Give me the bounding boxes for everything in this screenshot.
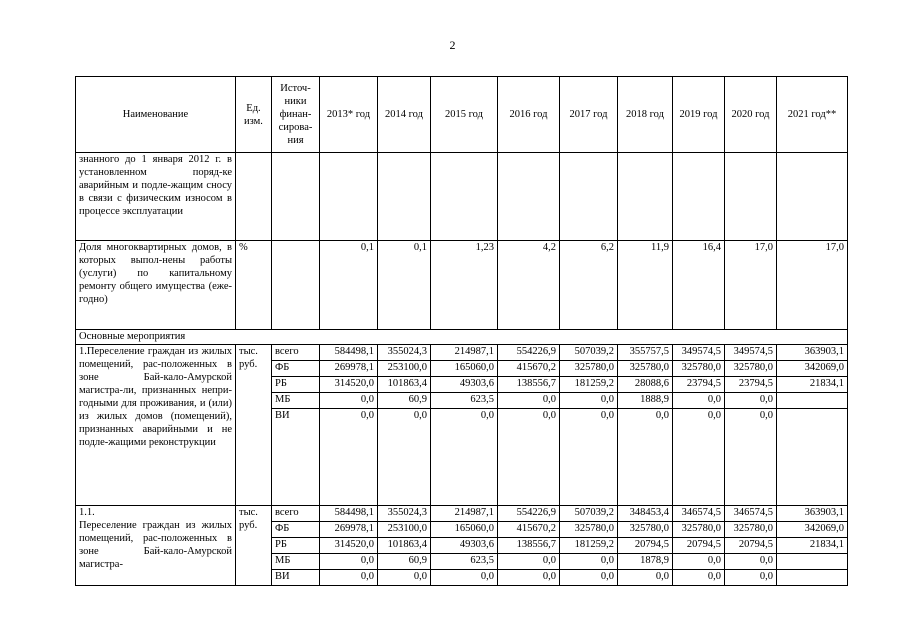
cell-value: 623,5 — [431, 554, 498, 570]
cell-value: 23794,5 — [673, 377, 725, 393]
block2-number: 1.1. — [79, 507, 95, 518]
program-table — [75, 76, 848, 586]
cell-value: 0,0 — [498, 409, 560, 506]
cell-value: 17,0 — [725, 241, 777, 330]
cell-value: 6,2 — [560, 241, 618, 330]
cell-value: 623,5 — [431, 393, 498, 409]
source-label: ФБ — [272, 361, 320, 377]
cell-value: 181259,2 — [560, 538, 618, 554]
cell-value: 11,9 — [618, 241, 673, 330]
cell-value: 363903,1 — [777, 506, 848, 522]
block2-unit: тыс. руб. — [236, 506, 272, 586]
cell-value: 325780,0 — [560, 361, 618, 377]
cell-value: 0,0 — [560, 570, 618, 586]
cell-value: 21834,1 — [777, 377, 848, 393]
cell-value: 214987,1 — [431, 506, 498, 522]
header-name: Наименование — [76, 77, 236, 153]
cell-value: 0,0 — [725, 393, 777, 409]
cell-value: 0,0 — [498, 554, 560, 570]
cell-value: 1878,9 — [618, 554, 673, 570]
header-year: 2018 год — [618, 77, 673, 153]
row-name-continued: знанного до 1 января 2012 г. в установленном поряд-ке аварийным и подле-жащим сносу в связи с физическим износом в процессе эксплуатации — [76, 153, 236, 241]
cell-value: 20794,5 — [618, 538, 673, 554]
cell-value: 584498,1 — [320, 506, 378, 522]
header-year: 2020 год — [725, 77, 777, 153]
table-row — [76, 345, 848, 361]
header-source: Источ-ники финан-сирова-ния — [272, 77, 320, 153]
cell-value: 507039,2 — [560, 506, 618, 522]
header-year: 2014 год — [378, 77, 431, 153]
cell-value: 0,0 — [498, 570, 560, 586]
cell-value: 346574,5 — [725, 506, 777, 522]
cell-value: 0,0 — [560, 393, 618, 409]
cell-value: 507039,2 — [560, 345, 618, 361]
cell-value: 0,0 — [320, 570, 378, 586]
cell-value: 0,0 — [498, 393, 560, 409]
cell-value: 138556,7 — [498, 377, 560, 393]
cell-value: 0,0 — [378, 570, 431, 586]
cell-value: 0,0 — [431, 409, 498, 506]
table-row — [76, 153, 848, 241]
cell-value: 60,9 — [378, 393, 431, 409]
cell-value: 23794,5 — [725, 377, 777, 393]
header-row — [76, 77, 848, 153]
source-label: РБ — [272, 538, 320, 554]
block1-name: 1.Переселение граждан из жилых помещений, рас-положенных в зоне Бай-кало-Амурской магистра-ли, признанных непри-годными для проживания, и (или) из жилых домов (помещений), признанных аварийными и не подле-жащими реконструкции — [76, 345, 236, 506]
cell-value: 49303,6 — [431, 377, 498, 393]
cell-value: 349574,5 — [673, 345, 725, 361]
cell-value: 325780,0 — [725, 361, 777, 377]
cell-value: 101863,4 — [378, 377, 431, 393]
cell-value: 0,0 — [673, 570, 725, 586]
source-label: МБ — [272, 393, 320, 409]
header-year: 2019 год — [673, 77, 725, 153]
source-label: ВИ — [272, 409, 320, 506]
cell-value: 16,4 — [673, 241, 725, 330]
cell-value: 349574,5 — [725, 345, 777, 361]
header-year: 2016 год — [498, 77, 560, 153]
cell-value: 165060,0 — [431, 522, 498, 538]
source-label: РБ — [272, 377, 320, 393]
cell-value: 0,1 — [378, 241, 431, 330]
cell-value: 269978,1 — [320, 522, 378, 538]
cell-value: 0,0 — [560, 409, 618, 506]
cell-value: 348453,4 — [618, 506, 673, 522]
cell-value: 355024,3 — [378, 345, 431, 361]
page-number: 2 — [449, 38, 456, 52]
cell-value: 415670,2 — [498, 522, 560, 538]
cell-value: 0,0 — [673, 409, 725, 506]
cell-value: 60,9 — [378, 554, 431, 570]
cell-value: 325780,0 — [560, 522, 618, 538]
table-row — [76, 506, 848, 522]
header-year: 2015 год — [431, 77, 498, 153]
cell-value: 0,0 — [320, 554, 378, 570]
cell-value: 325780,0 — [725, 522, 777, 538]
cell-value: 0,0 — [725, 570, 777, 586]
cell-value: 0,0 — [725, 409, 777, 506]
cell-value: 355757,5 — [618, 345, 673, 361]
cell-value: 0,0 — [618, 570, 673, 586]
cell-value: 1,23 — [431, 241, 498, 330]
cell-value — [777, 570, 848, 586]
cell-value: 584498,1 — [320, 345, 378, 361]
cell-value: 28088,6 — [618, 377, 673, 393]
row-name-share: Доля многоквартирных домов, в которых выпол-нены работы (услуги) по капитальному ремонту общего имущества (еже-годно) — [76, 241, 236, 330]
cell-value: 0,0 — [673, 393, 725, 409]
cell-value: 325780,0 — [673, 361, 725, 377]
cell-value: 0,0 — [560, 554, 618, 570]
cell-value: 138556,7 — [498, 538, 560, 554]
cell-value: 49303,6 — [431, 538, 498, 554]
header-year: 2013* год — [320, 77, 378, 153]
cell-value: 554226,9 — [498, 506, 560, 522]
cell-value: 0,0 — [673, 554, 725, 570]
cell-value: 415670,2 — [498, 361, 560, 377]
table-row — [76, 241, 848, 330]
row-unit: % — [236, 241, 272, 330]
cell-value: 20794,5 — [673, 538, 725, 554]
cell-value: 342069,0 — [777, 522, 848, 538]
cell-value: 325780,0 — [673, 522, 725, 538]
cell-value: 1888,9 — [618, 393, 673, 409]
header-year: 2017 год — [560, 77, 618, 153]
cell-value: 253100,0 — [378, 522, 431, 538]
cell-value — [777, 554, 848, 570]
cell-value: 325780,0 — [618, 361, 673, 377]
cell-value: 181259,2 — [560, 377, 618, 393]
cell-value: 0,0 — [378, 409, 431, 506]
cell-value: 325780,0 — [618, 522, 673, 538]
block2-title: Переселение граждан из жилых помещений, рас-положенных в зоне Бай-кало-Амурской магистра- — [79, 520, 232, 570]
cell-value: 342069,0 — [777, 361, 848, 377]
cell-value — [777, 393, 848, 409]
cell-value: 214987,1 — [431, 345, 498, 361]
cell-value: 269978,1 — [320, 361, 378, 377]
source-label: МБ — [272, 554, 320, 570]
cell-value: 20794,5 — [725, 538, 777, 554]
cell-value: 4,2 — [498, 241, 560, 330]
source-label: всего — [272, 345, 320, 361]
cell-value: 0,0 — [431, 570, 498, 586]
cell-value: 346574,5 — [673, 506, 725, 522]
cell-value: 554226,9 — [498, 345, 560, 361]
source-label: ФБ — [272, 522, 320, 538]
cell-value: 101863,4 — [378, 538, 431, 554]
cell-value: 165060,0 — [431, 361, 498, 377]
cell-value: 21834,1 — [777, 538, 848, 554]
cell-value: 0,0 — [320, 409, 378, 506]
block1-unit: тыс. руб. — [236, 345, 272, 506]
section-title: Основные мероприятия — [76, 330, 848, 345]
cell-value: 253100,0 — [378, 361, 431, 377]
cell-value: 314520,0 — [320, 538, 378, 554]
header-unit: Ед. изм. — [236, 77, 272, 153]
cell-value: 0,0 — [725, 554, 777, 570]
source-label: ВИ — [272, 570, 320, 586]
cell-value: 0,0 — [320, 393, 378, 409]
cell-value: 17,0 — [777, 241, 848, 330]
cell-value — [777, 409, 848, 506]
cell-value: 314520,0 — [320, 377, 378, 393]
cell-value: 0,0 — [618, 409, 673, 506]
source-label: всего — [272, 506, 320, 522]
cell-value: 355024,3 — [378, 506, 431, 522]
cell-value: 0,1 — [320, 241, 378, 330]
header-year: 2021 год** — [777, 77, 848, 153]
cell-value: 363903,1 — [777, 345, 848, 361]
block2-name — [76, 506, 236, 586]
section-row — [76, 330, 848, 345]
